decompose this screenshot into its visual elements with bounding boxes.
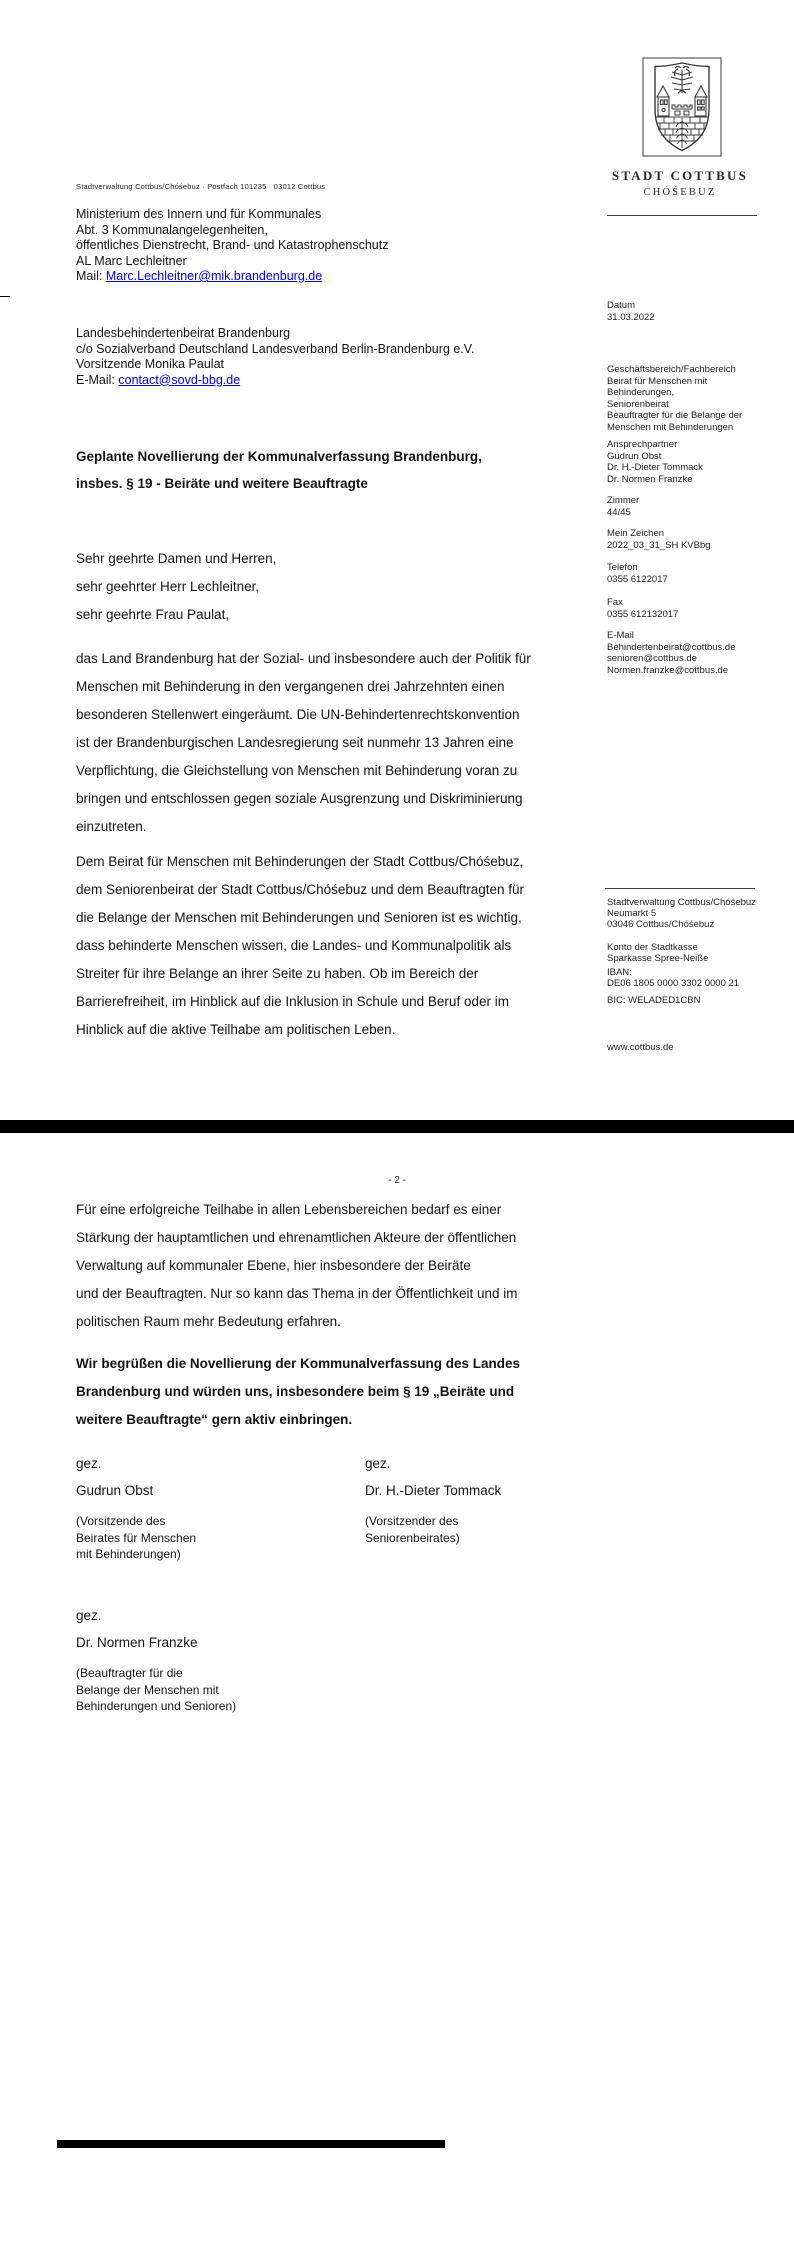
bank-line: Konto der Stadtkasse [607, 942, 698, 953]
bank-line: Sparkasse Spree-Neiße [607, 953, 709, 964]
recipient-mail-line [76, 373, 474, 389]
recipient-line: AL Marc Lechleitner [76, 253, 187, 268]
signature-name: Dr. Normen Franzke [76, 1635, 198, 1650]
salutation-line: sehr geehrte Frau Paulat, [76, 607, 230, 622]
email-label: E-Mail [607, 630, 634, 641]
footer-bic-line: BIC: WELADED1CBN [607, 995, 701, 1006]
page-number: - 2 - [388, 1175, 406, 1186]
paragraph-line: Wir begrüßen die Novellierung der Kommunalverfassung des Landes [76, 1356, 520, 1371]
contact-label: Ansprechpartner [607, 439, 678, 450]
fold-mark [0, 296, 10, 297]
paragraph-line: das Land Brandenburg hat der Sozial- und insbesondere auch der Politik für [76, 651, 531, 666]
salutation-line: sehr geehrter Herr Lechleitner, [76, 579, 260, 594]
signature-gez: gez. [76, 1456, 102, 1471]
paragraph-line: einzutreten. [76, 819, 147, 834]
phone-value: 0355 6122017 [607, 573, 668, 585]
room-value: 44/45 [607, 506, 631, 518]
sender-line: Stadtverwaltung Cottbus/Chóśebuz · Postfach 101235 · 03012 Cottbus [76, 182, 326, 191]
beirat-email-link[interactable]: contact@sovd-bbg.de [118, 372, 241, 387]
footer-address-line: Stadtverwaltung Cottbus/Chóśebuz [607, 897, 756, 908]
info-email-group [607, 630, 792, 676]
signature-name: Dr. H.-Dieter Tommack [365, 1483, 502, 1498]
info-phone-group [607, 562, 792, 585]
paragraph-line: Barrierefreiheit, im Hinblick auf die Inklusion in Schule und Beruf oder im [76, 994, 509, 1009]
paragraph-line: Brandenburg und würden uns, insbesondere beim § 19 „Beiräte und [76, 1384, 515, 1399]
paragraph-line: besonderen Stellenwert eingeräumt. Die UN-Behindertenrechtskonvention [76, 707, 520, 722]
mail-label: Mail: [76, 269, 106, 283]
recipient-line: Abt. 3 Kommunalangelegenheiten, [76, 222, 268, 237]
paragraph-3 [76, 1196, 518, 1336]
footer-address-line: 03046 Cottbus/Chóśebuz [607, 919, 715, 930]
cottbus-coat-of-arms-icon [642, 57, 722, 157]
footer-iban-group [607, 967, 792, 989]
signature-gez: gez. [76, 1608, 102, 1623]
paragraph-line: dem Seniorenbeirat der Stadt Cottbus/Chóśebuz und dem Beauftragten für [76, 882, 525, 897]
paragraph-line: Streiter für ihre Belange an ihrer Seite zu haben. Ob im Bereich der [76, 966, 479, 981]
city-name-sorbian: CHÓŚEBUZ [643, 187, 717, 198]
footer-bank-group [607, 942, 792, 964]
signature-role-line: Beirates für Menschen [76, 1530, 197, 1545]
email-address: Normen.franzke@cottbus.de [607, 664, 729, 676]
contact-name: Dr. H.-Dieter Tommack [607, 462, 703, 473]
info-contact-group [607, 439, 792, 485]
info-date-group [607, 300, 792, 323]
info-department-group [607, 364, 792, 433]
paragraph-line: dass behinderte Menschen wissen, die Landes- und Kommunalpolitik als [76, 938, 512, 953]
reference-value: 2022_03_31_SH KVBbg [607, 539, 711, 551]
mail-label: E-Mail: [76, 372, 119, 387]
signature-role-line: (Vorsitzender des [365, 1514, 459, 1528]
paragraph-line: weitere Beauftragte“ gern aktiv einbringen. [76, 1412, 353, 1427]
footer-website: www.cottbus.de [607, 1042, 674, 1053]
department-line: Beirat für Menschen mit [607, 375, 708, 387]
recipient-line: Vorsitzende Monika Paulat [76, 357, 225, 371]
signature-role-line: (Beauftragter für die [76, 1666, 183, 1680]
paragraph-1 [76, 645, 531, 841]
signature-role-line: (Vorsitzende des [76, 1514, 166, 1528]
fax-value: 0355 612132017 [607, 608, 679, 620]
phone-label: Telefon [607, 562, 638, 573]
paragraph-line: die Belange der Menschen mit Behinderungen und Senioren ist es wichtig, [76, 910, 522, 925]
paragraph-line: ist der Brandenburgischen Landesregierung seit nunmehr 13 Jahren eine [76, 735, 514, 750]
paragraph-line: Verwaltung auf kommunaler Ebene, hier insbesondere der Beiräte [76, 1258, 471, 1273]
department-line: Menschen mit Behinderungen [607, 421, 734, 433]
letterhead-rule [607, 215, 757, 216]
department-line: Beauftragter für die Belange der [607, 410, 743, 421]
department-line: Seniorenbeirat [607, 398, 669, 410]
info-fax-group [607, 597, 792, 620]
paragraph-line: Für eine erfolgreiche Teilhabe in allen Lebensbereichen bedarf es einer [76, 1202, 502, 1217]
paragraph-line: Hinblick auf die aktive Teilhabe am politischen Leben. [76, 1022, 396, 1037]
department-line: Behinderungen, [607, 387, 675, 398]
date-value: 31.03.2022 [607, 311, 655, 323]
paragraph-line: Stärkung der hauptamtlichen und ehrenamtlichen Akteure der öffentlichen [76, 1230, 517, 1245]
signature-gez: gez. [365, 1456, 391, 1471]
signature-role-line: Seniorenbeirates) [365, 1530, 460, 1545]
subject-line: insbes. § 19 - Beiräte und weitere Beauftragte [76, 476, 368, 491]
salutation-line: Sehr geehrte Damen und Herren, [76, 551, 277, 566]
footer-address-group [607, 897, 792, 930]
date-label: Datum [607, 300, 635, 311]
recipient-mail-line [76, 269, 388, 285]
contact-name: Dr. Normen Franzke [607, 473, 693, 485]
info-reference-group [607, 528, 792, 551]
signature-name: Gudrun Obst [76, 1483, 154, 1498]
footer-panel-rule [605, 888, 755, 889]
info-room-group [607, 495, 792, 518]
signature-gudrun-obst [76, 1450, 196, 1563]
recipient-ministry-block [76, 207, 388, 285]
paragraph-line: und der Beauftragten. Nur so kann das Thema in der Öffentlichkeit und im [76, 1286, 518, 1301]
footer-address-line: Neumarkt 5 [607, 908, 657, 919]
recipient-line: öffentliches Dienstrecht, Brand- und Katastrophenschutz [76, 238, 389, 252]
department-label: Geschäftsbereich/Fachbereich [607, 364, 736, 375]
paragraph-line: Dem Beirat für Menschen mit Behinderungen der Stadt Cottbus/Chóśebuz, [76, 854, 524, 869]
page-separator-bar [0, 1120, 794, 1133]
paragraph-line: politischen Raum mehr Bedeutung erfahren. [76, 1314, 341, 1329]
city-name: STADT COTTBUS [611, 168, 749, 183]
subject-line: Geplante Novellierung der Kommunalverfassung Brandenburg, [76, 449, 482, 464]
email-address: senioren@cottbus.de [607, 653, 697, 664]
paragraph-2 [76, 848, 524, 1044]
contact-name: Gudrun Obst [607, 450, 662, 462]
recipient-beirat-block [76, 326, 474, 388]
signature-role-line: Behinderungen und Senioren) [76, 1699, 237, 1713]
ministry-email-link[interactable]: Marc.Lechleitner@mik.brandenburg.de [105, 269, 323, 283]
recipient-line: c/o Sozialverband Deutschland Landesverband Berlin-Brandenburg e.V. [76, 341, 475, 356]
recipient-line: Landesbehindertenbeirat Brandenburg [76, 326, 291, 340]
recipient-line: Ministerium des Innern und für Kommunales [76, 207, 322, 221]
signature-role-line: mit Behinderungen) [76, 1547, 181, 1561]
room-label: Zimmer [607, 495, 640, 506]
fax-label: Fax [607, 597, 623, 608]
scan-artifact-bar [57, 2140, 445, 2148]
signature-dieter-tommack [365, 1450, 501, 1546]
iban-label: IBAN: [607, 967, 632, 978]
salutation-block [76, 545, 276, 629]
paragraph-line: bringen und entschlossen gegen soziale Ausgrenzung und Diskriminierung [76, 791, 523, 806]
paragraph-4-bold [76, 1350, 520, 1434]
signature-normen-franzke [76, 1602, 236, 1715]
subject-block [76, 443, 482, 497]
reference-label: Mein Zeichen [607, 528, 665, 539]
paragraph-line: Verpflichtung, die Gleichstellung von Menschen mit Behinderung voran zu [76, 763, 518, 778]
paragraph-line: Menschen mit Behinderung in den vergangenen drei Jahrzehnten einen [76, 679, 505, 694]
iban-value: DE06 1805 0000 3302 0000 21 [607, 978, 740, 989]
email-address: Behindertenbeirat@cottbus.de [607, 641, 736, 653]
signature-role-line: Belange der Menschen mit [76, 1682, 219, 1697]
